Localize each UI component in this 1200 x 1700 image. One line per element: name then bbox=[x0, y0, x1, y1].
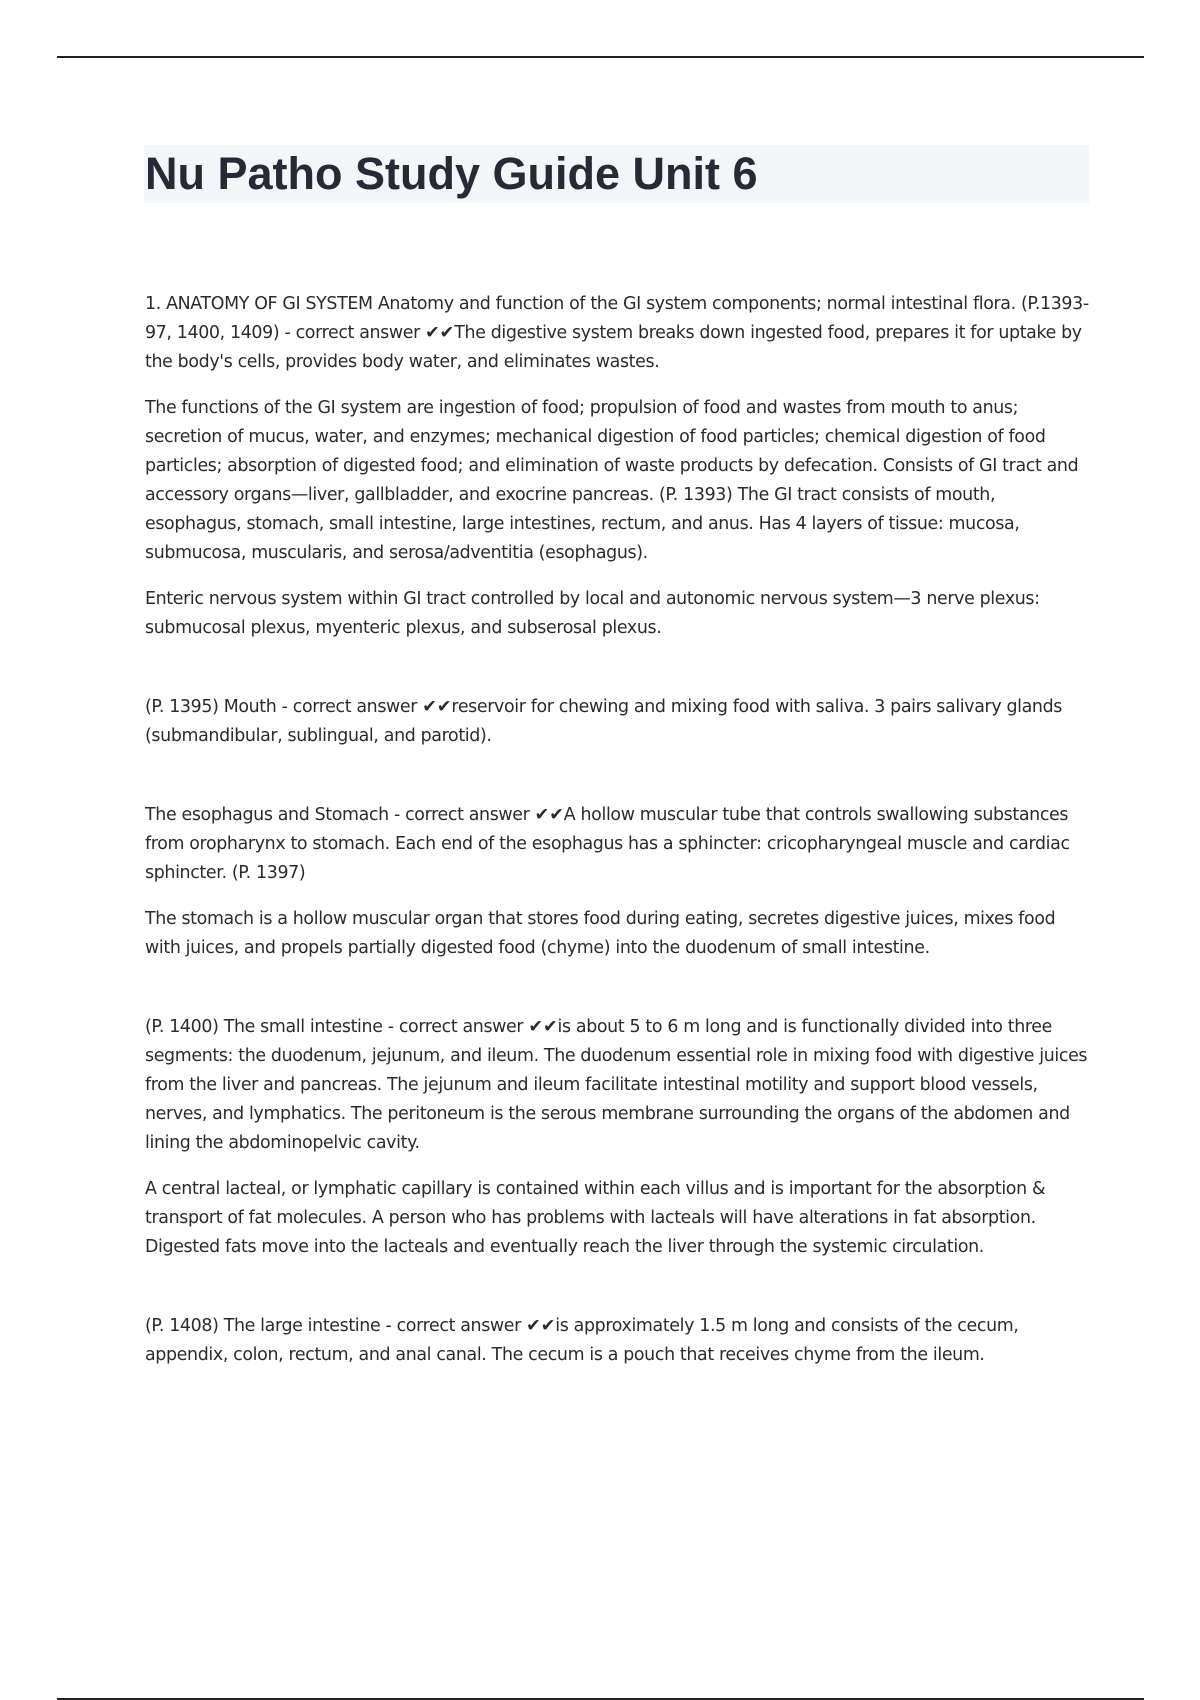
qa-question-answer bbox=[145, 801, 1090, 888]
question-text: 1. ANATOMY OF GI SYSTEM Anatomy and function of the GI system components; normal intestinal flora. (P.1393-97, 1400, 1409) - correct answer bbox=[145, 294, 1089, 343]
document-body bbox=[145, 290, 1090, 1387]
paragraph: The stomach is a hollow muscular organ that stores food during eating, secretes digestive juices, mixes food with juices, and propels partially digested food (chyme) into the duodenum of small intestine. bbox=[145, 909, 1056, 958]
qa-esophagus-stomach bbox=[145, 801, 1090, 963]
qa-question-answer bbox=[145, 290, 1090, 377]
check-marks: ✔✔ bbox=[526, 1316, 556, 1336]
answer-text: The digestive system breaks down ingested food, prepares it for uptake by the body's cells, provides body water, and eliminates wastes. bbox=[145, 323, 1082, 372]
paragraph: The functions of the GI system are ingestion of food; propulsion of food and wastes from mouth to anus; secretion of mucus, water, and enzymes; mechanical digestion of food particles; chemical digestion of food particles; absorption of digested food; and elimination of waste products by defecation. Consists of GI tract and accessory organs—liver, gallbladder, and exocrine pancreas. (P. 1393) The GI tract consists of mouth, esophagus, stomach, small intestine, large intestines, rectum, and anus. Has 4 layers of tissue: mucosa, submucosa, muscularis, and serosa/adventitia (esophagus). bbox=[145, 398, 1079, 563]
qa-question-answer bbox=[145, 693, 1090, 751]
question-text: (P. 1400) The small intestine - correct answer bbox=[145, 1017, 524, 1037]
answer-text: reservoir for chewing and mixing food with saliva. 3 pairs salivary glands (submandibular, sublingual, and parotid). bbox=[145, 697, 1063, 746]
check-marks: ✔✔ bbox=[534, 805, 564, 825]
question-text: (P. 1395) Mouth - correct answer bbox=[145, 697, 418, 717]
paragraph: Enteric nervous system within GI tract controlled by local and autonomic nervous system—3 nerve plexus: submucosal plexus, myenteric plexus, and subserosal plexus. bbox=[145, 589, 1040, 638]
qa-question-answer bbox=[145, 1312, 1090, 1370]
page-title: Nu Patho Study Guide Unit 6 bbox=[145, 148, 758, 199]
answer-text: A hollow muscular tube that controls swallowing substances from oropharynx to stomach. Each end of the esophagus has a sphincter: cricopharyngeal muscle and cardiac sphincter. (P. 1397) bbox=[145, 805, 1070, 883]
answer-text: is approximately 1.5 m long and consists of the cecum, appendix, colon, rectum, and anal canal. The cecum is a pouch that receives chyme from the ileum. bbox=[145, 1316, 1019, 1365]
qa-mouth bbox=[145, 693, 1090, 751]
check-marks: ✔✔ bbox=[422, 697, 452, 717]
qa-question-answer bbox=[145, 1013, 1090, 1158]
top-rule bbox=[57, 56, 1144, 58]
answer-text: is about 5 to 6 m long and is functionally divided into three segments: the duodenum, jejunum, and ileum. The duodenum essential role in mixing food with digestive juices from the liver and pancreas. The jejunum and ileum facilitate intestinal motility and support blood vessels, nerves, and lymphatics. The peritoneum is the serous membrane surrounding the organs of the abdomen and lining the abdominopelvic cavity. bbox=[145, 1017, 1088, 1153]
check-marks: ✔✔ bbox=[425, 323, 455, 343]
check-marks: ✔✔ bbox=[528, 1017, 558, 1037]
qa-anatomy-gi-system bbox=[145, 290, 1090, 643]
qa-small-intestine bbox=[145, 1013, 1090, 1262]
qa-large-intestine bbox=[145, 1312, 1090, 1370]
question-text: The esophagus and Stomach - correct answer bbox=[145, 805, 530, 825]
question-text: (P. 1408) The large intestine - correct answer bbox=[145, 1316, 521, 1336]
paragraph: A central lacteal, or lymphatic capillary is contained within each villus and is important for the absorption & transport of fat molecules. A person who has problems with lacteals will have alterations in fat absorption. Digested fats move into the lacteals and eventually reach the liver through the systemic circulation. bbox=[145, 1179, 1046, 1257]
